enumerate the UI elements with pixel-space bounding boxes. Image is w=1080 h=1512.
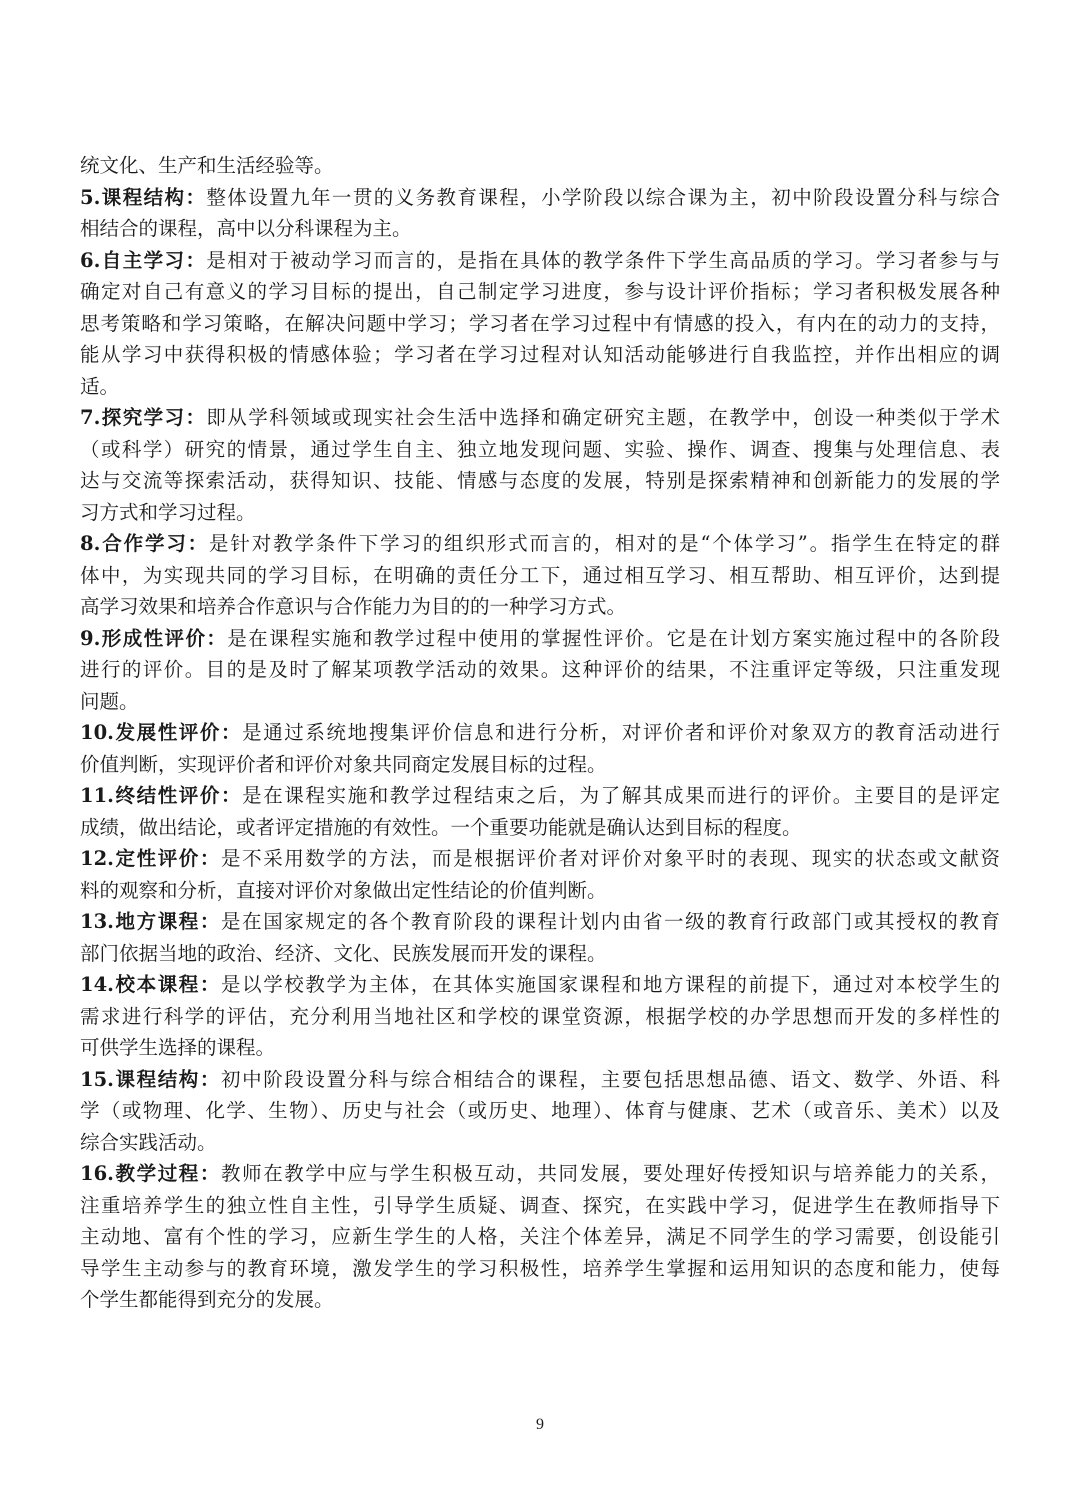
entry-text: 需求进行科学的评估，充分利用当地社区和学校的课堂资源，根据学校的办学思想而开发的多样性的 bbox=[80, 1004, 1000, 1028]
glossary-entry bbox=[80, 623, 1000, 718]
entry-text: 体中，为实现共同的学习目标，在明确的责任分工下，通过相互学习、相互帮助、相互评价，达到提 bbox=[80, 563, 1000, 587]
entry-line bbox=[80, 686, 1000, 718]
entry-text: 价值判断，实现评价者和评价对象共同商定发展目标的过程。 bbox=[80, 752, 607, 776]
entry-line bbox=[80, 1253, 1000, 1285]
entry-term: 10.发展性评价： bbox=[80, 721, 243, 744]
glossary-entry bbox=[80, 245, 1000, 403]
entry-text: 确定对自己有意义的学习目标的提出，自己制定学习进度，参与设计评价指标；学习者积极发展各种 bbox=[80, 280, 1000, 303]
glossary-entry bbox=[80, 402, 1000, 528]
entry-text: 部门依据当地的政治、经济、文化、民族发展而开发的课程。 bbox=[80, 941, 607, 965]
entry-line bbox=[80, 1158, 1000, 1190]
entry-text: 料的观察和分析，直接对评价对象做出定性结论的价值判断。 bbox=[80, 878, 607, 902]
entry-line bbox=[80, 717, 1000, 749]
entry-term: 15.课程结构： bbox=[80, 1067, 222, 1091]
entry-text: 是相对于被动学习而言的，是指在具体的教学条件下学生高品质的学习。学习者参与与 bbox=[206, 248, 1000, 272]
entry-line bbox=[80, 434, 1000, 466]
glossary-entry bbox=[80, 1158, 1000, 1316]
entry-text: 导学生主动参与的教育环境，激发学生的学习积极性，培养学生掌握和运用知识的态度和能力，使每 bbox=[80, 1256, 1000, 1280]
entry-line bbox=[80, 1032, 1000, 1064]
entry-line bbox=[80, 875, 1000, 907]
entry-text: 注重培养学生的独立性自主性，引导学生质疑、调查、探究，在实践中学习，促进学生在教师指导下 bbox=[80, 1193, 1000, 1217]
entry-text: 成绩，做出结论，或者评定措施的有效性。一个重要功能就是确认达到目标的程度。 bbox=[80, 815, 802, 839]
entry-line bbox=[80, 213, 1000, 245]
glossary-entry bbox=[80, 717, 1000, 780]
glossary-entries bbox=[80, 182, 1000, 1316]
entry-line bbox=[80, 623, 1000, 655]
entry-line bbox=[80, 1127, 1000, 1159]
entry-text: 思考策略和学习策略，在解决问题中学习；学习者在学习过程中有情感的投入，有内在的动力的支持， bbox=[80, 311, 1000, 335]
entry-term: 16.教学过程： bbox=[80, 1162, 222, 1185]
entry-text: 是针对教学条件下学习的组织形式而言的，相对的是“个体学习”。指学生在特定的群 bbox=[209, 532, 1000, 555]
entry-text: 教师在教学中应与学生积极互动，共同发展，要处理好传授知识与培养能力的关系， bbox=[221, 1162, 1000, 1185]
entry-text: 达与交流等探索活动，获得知识、技能、情感与态度的发展，特别是探索精神和创新能力的发展的学 bbox=[80, 469, 1000, 492]
entry-line bbox=[80, 245, 1000, 277]
entry-line bbox=[80, 591, 1000, 623]
entry-term: 12.定性评价： bbox=[80, 847, 222, 870]
entry-line bbox=[80, 1284, 1000, 1316]
entry-line bbox=[80, 969, 1000, 1001]
entry-term: 7.探究学习： bbox=[80, 406, 207, 429]
entry-text: 即从学科领域或现实社会生活中选择和确定研究主题，在教学中，创设一种类似于学术 bbox=[206, 406, 1000, 429]
entry-line bbox=[80, 1095, 1000, 1127]
entry-line bbox=[80, 1001, 1000, 1033]
entry-line bbox=[80, 371, 1000, 403]
entry-line bbox=[80, 182, 1000, 214]
entry-term: 14.校本课程： bbox=[80, 973, 222, 996]
entry-text: 是在课程实施和教学过程结束之后，为了解其成果而进行的评价。主要目的是评定 bbox=[242, 784, 1000, 807]
entry-line bbox=[80, 276, 1000, 308]
entry-term: 8.合作学习： bbox=[80, 532, 210, 555]
entry-text: （或科学）研究的情景，通过学生自主、独立地发现问题、实验、操作、调查、搜集与处理信息、表 bbox=[80, 437, 1000, 461]
entry-line bbox=[80, 402, 1000, 434]
entry-line bbox=[80, 780, 1000, 812]
entry-text: 问题。 bbox=[80, 689, 139, 713]
entry-term: 6.自主学习： bbox=[80, 248, 207, 272]
entry-line bbox=[80, 560, 1000, 592]
entry-text: 综合实践活动。 bbox=[80, 1130, 217, 1154]
entry-text: 学（或物理、化学、生物）、历史与社会（或历史、地理）、体育与健康、艺术（或音乐、美术）以及 bbox=[80, 1099, 1000, 1122]
entry-text: 初中阶段设置分科与综合相结合的课程，主要包括思想品德、语文、数学、外语、科 bbox=[221, 1067, 1000, 1091]
entry-text: 可供学生选择的课程。 bbox=[80, 1036, 276, 1059]
intro-tail-line: 统文化、生产和生活经验等。 bbox=[80, 154, 334, 177]
glossary-entry bbox=[80, 528, 1000, 623]
glossary-entry bbox=[80, 780, 1000, 843]
entry-line bbox=[80, 906, 1000, 938]
glossary-entry bbox=[80, 182, 1000, 245]
entry-text: 相结合的课程，高中以分科课程为主。 bbox=[80, 217, 412, 240]
entry-text: 进行的评价。目的是及时了解某项教学活动的效果。这种评价的结果，不注重评定等级，只注重发现 bbox=[80, 658, 1000, 681]
entry-text: 是以学校教学为主体，在其体实施国家课程和地方课程的前提下，通过对本校学生的 bbox=[221, 973, 1000, 996]
entry-text: 是在国家规定的各个教育阶段的课程计划内由省一级的教育行政部门或其授权的教育 bbox=[221, 910, 1000, 933]
entry-line bbox=[80, 528, 1000, 560]
glossary-entry bbox=[80, 906, 1000, 969]
entry-term: 9.形成性评价： bbox=[80, 626, 228, 650]
entry-text: 高学习效果和培养合作意识与合作能力为目的的一种学习方式。 bbox=[80, 595, 627, 618]
entry-text: 是在课程实施和教学过程中使用的掌握性评价。它是在计划方案实施过程中的各阶段 bbox=[227, 626, 1000, 650]
entry-line bbox=[80, 812, 1000, 844]
entry-line bbox=[80, 749, 1000, 781]
entry-text: 是不采用数学的方法，而是根据评价者对评价对象平时的表现、现实的状态或文献资 bbox=[221, 847, 1000, 870]
entry-line bbox=[80, 339, 1000, 371]
glossary-entry bbox=[80, 843, 1000, 906]
entry-line bbox=[80, 465, 1000, 497]
entry-text: 是通过系统地搜集评价信息和进行分析，对评价者和评价对象双方的教育活动进行 bbox=[242, 721, 1000, 744]
entry-text: 能从学习中获得积极的情感体验；学习者在学习过程对认知活动能够进行自我监控，并作出相应的调 bbox=[80, 343, 1000, 366]
entry-text: 习方式和学习过程。 bbox=[80, 500, 256, 524]
glossary-entry bbox=[80, 1064, 1000, 1159]
entry-text: 适。 bbox=[80, 374, 120, 398]
entry-term: 11.终结性评价： bbox=[80, 784, 243, 807]
entry-line bbox=[80, 1064, 1000, 1096]
entry-line bbox=[80, 1190, 1000, 1222]
glossary-entry bbox=[80, 969, 1000, 1064]
entry-text: 个学生都能得到充分的发展。 bbox=[80, 1288, 334, 1311]
entry-text: 整体设置九年一贯的义务教育课程，小学阶段以综合课为主，初中阶段设置分科与综合 bbox=[206, 185, 1000, 209]
entry-line bbox=[80, 654, 1000, 686]
entry-line bbox=[80, 497, 1000, 529]
entry-term: 5.课程结构： bbox=[80, 185, 207, 209]
entry-line bbox=[80, 1221, 1000, 1253]
entry-line bbox=[80, 938, 1000, 970]
entry-line bbox=[80, 843, 1000, 875]
entry-line bbox=[80, 308, 1000, 340]
page-number: 9 bbox=[536, 1416, 544, 1433]
entry-text: 主动地、富有个性的学习，应新生学生的人格，关注个体差异，满足不同学生的学习需要，创设能引 bbox=[80, 1225, 1000, 1248]
document-body bbox=[80, 150, 1000, 1316]
entry-term: 13.地方课程： bbox=[80, 910, 222, 933]
